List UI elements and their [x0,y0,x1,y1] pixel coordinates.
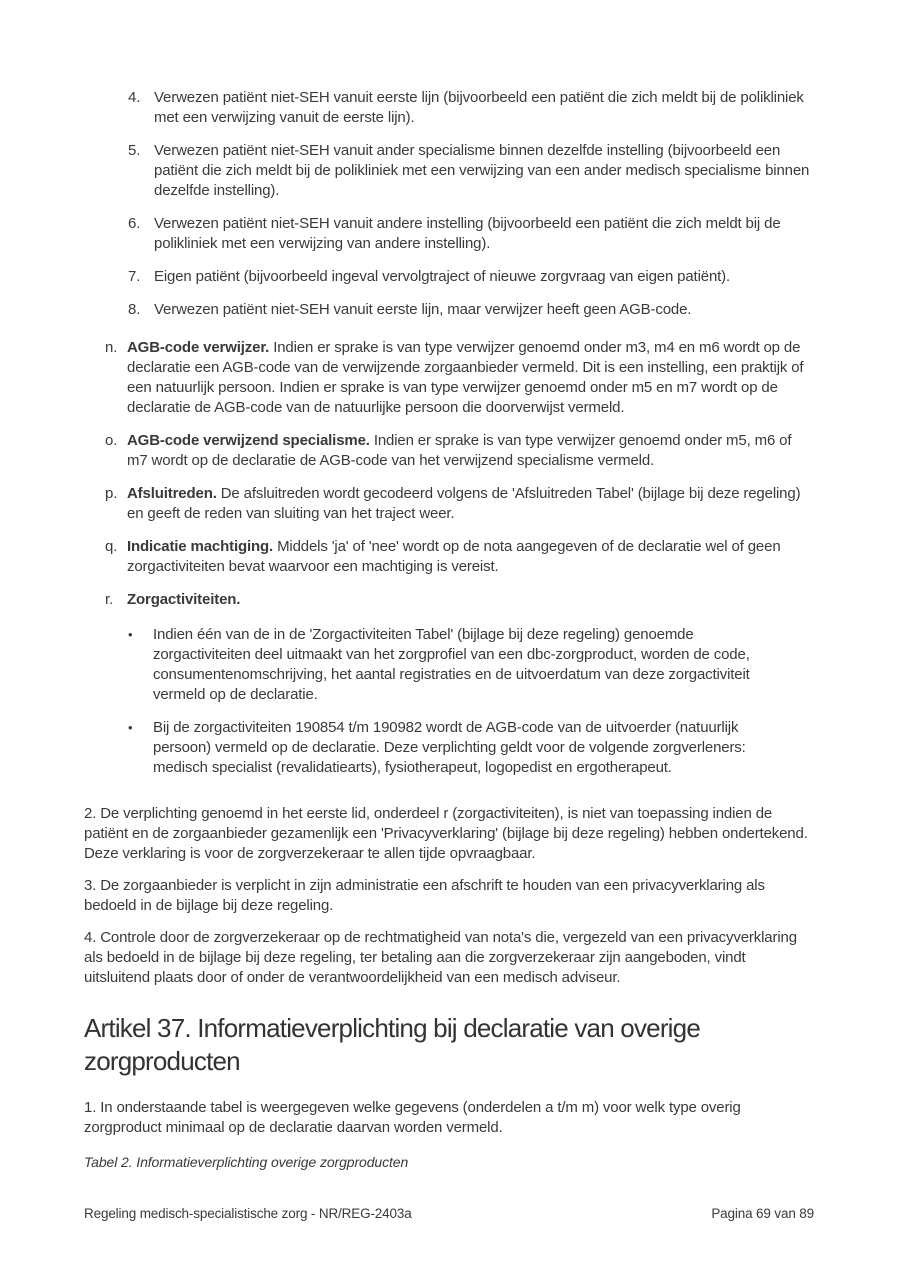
list-item-lead: Zorgactiviteiten. [127,591,241,608]
paragraph: 4. Controle door de zorgverzekeraar op de rechtmatigheid van nota's die, vergezeld van een privacyverklaring als bedoeld in de bijlage bij deze regeling, ter betaling aan die zorgverzekeraar zijn aangeboden, vindt uitsluitend plaats door of onder de verantwoordelijkheid van een medisch adviseur. [84,929,797,986]
table-caption: Tabel 2. Informatieverplichting overige zorgproducten [84,1154,409,1170]
list-item-text [127,537,815,577]
list-item-body: Indien er sprake is van type verwijzer genoemd onder m5, m6 of m7 wordt op de declaratie de AGB-code van het verwijzend specialisme vermeld. [127,432,792,469]
list-item [105,590,815,610]
list-item-letter: p. [105,485,118,502]
list-item-text [127,590,815,610]
list-item-lead: AGB-code verwijzend specialisme. [127,432,370,449]
paragraph: 3. De zorgaanbieder is verplicht in zijn administratie een afschrift te houden van een privacyverklaring als bedoeld in de bijlage bij deze regeling. [84,877,765,914]
intro-paragraph: 1. In onderstaande tabel is weergegeven welke gegevens (onderdelen a t/m m) voor welk type overig zorgproduct minimaal op de declaratie daarvan worden vermeld. [84,1099,741,1136]
list-item-lead: AGB-code verwijzer. [127,339,270,356]
list-item-text [127,338,815,418]
bullet-list [128,625,815,778]
list-item-number: 8. [128,301,141,318]
list-item-text: Verwezen patiënt niet-SEH vanuit eerste lijn (bijvoorbeeld een patiënt die zich meldt bij de polikliniek met een verwijzing vanuit de eerste lijn). [154,89,804,126]
bullet-icon: • [128,627,133,642]
list-item-letter: q. [105,538,118,555]
list-item [128,267,815,287]
list-item [128,300,815,320]
list-item-letter: n. [105,339,118,356]
list-item [105,431,815,471]
list-item-body: De afsluitreden wordt gecodeerd volgens de 'Afsluitreden Tabel' (bijlage bij deze regeling) en geeft de reden van sluiting van het traject weer. [127,485,801,522]
footer-page-number: Pagina 69 van 89 [711,1206,814,1221]
list-item [128,88,815,128]
list-item [105,484,815,524]
list-item-body: Middels 'ja' of 'nee' wordt op de nota aangegeven of de declaratie wel of geen zorgactiviteiten bevat waarvoor een machtiging is vereist. [127,538,781,575]
paragraph: 2. De verplichting genoemd in het eerste lid, onderdeel r (zorgactiviteiten), is niet van toepassing indien de patiënt en de zorgaanbieder gezamenlijk een 'Privacyverklaring' (bijlage bij deze regeling) hebben ondertekend. Deze verklaring is voor de zorgverzekeraar te allen tijde opvraagbaar. [84,805,808,862]
footer-document-title: Regeling medisch-specialistische zorg - NR/REG-2403a [84,1206,412,1221]
bullet-text: Indien één van de in de 'Zorgactiviteiten Tabel' (bijlage bij deze regeling) genoemde zorgactiviteiten deel uitmaakt van het zorgprofiel van een dbc-zorgproduct, worden de code, consumentenomschrijving, het aantal registraties en de uitvoerdatum van deze zorgactiviteit vermeld op de declaratie. [153,626,750,703]
list-item-body: Indien er sprake is van type verwijzer genoemd onder m3, m4 en m6 wordt op de declaratie een AGB-code van de verwijzende zorgaanbieder vermeld. Dit is een instelling, een praktijk of een natuurlijk persoon. Indien er sprake is van type verwijzer genoemd onder m5 en m7 wordt op de declaratie de AGB-code van de natuurlijke persoon die doorverwijst vermeld. [127,339,804,416]
list-item-letter: r. [105,591,114,608]
paragraph-block [84,804,815,988]
list-item-number: 5. [128,142,141,159]
list-item-number: 6. [128,215,141,232]
list-item [128,141,815,201]
list-item [105,338,815,418]
lettered-list [105,338,815,610]
bullet-item [128,718,815,778]
list-item-lead: Afsluitreden. [127,485,217,502]
list-item-number: 4. [128,89,141,106]
list-item-number: 7. [128,268,141,285]
bullet-item [128,625,815,705]
list-item [105,537,815,577]
list-item-text: Eigen patiënt (bijvoorbeeld ingeval vervolgtraject of nieuwe zorgvraag van eigen patiënt). [154,268,731,285]
list-item-text [127,431,815,471]
list-item-lead: Indicatie machtiging. [127,538,274,555]
list-item-text: Verwezen patiënt niet-SEH vanuit andere instelling (bijvoorbeeld een patiënt die zich meldt bij de polikliniek met een verwijzing van andere instelling). [154,215,781,252]
page-footer [84,1206,814,1221]
list-item-letter: o. [105,432,118,449]
article-heading: Artikel 37. Informatieverplichting bij declaratie van overige zorgproducten [84,1013,700,1076]
list-item-text: Verwezen patiënt niet-SEH vanuit eerste lijn, maar verwijzer heeft geen AGB-code. [154,301,692,318]
bullet-text: Bij de zorgactiviteiten 190854 t/m 190982 wordt de AGB-code van de uitvoerder (natuurlijk persoon) vermeld op de declaratie. Deze verplichting geldt voor de volgende zorgverleners: medisch specialist (revalidatiearts), fysiotherapeut, logopedist en ergotherapeut. [153,719,746,776]
list-item-text [127,484,815,524]
numbered-list [128,88,815,320]
list-item [128,214,815,254]
list-item-text: Verwezen patiënt niet-SEH vanuit ander specialisme binnen dezelfde instelling (bijvoorbeeld een patiënt die zich meldt bij de polikliniek met een verwijzing van een ander medisch specialisme binnen dezelfde instelling). [154,142,810,199]
bullet-icon: • [128,720,133,735]
